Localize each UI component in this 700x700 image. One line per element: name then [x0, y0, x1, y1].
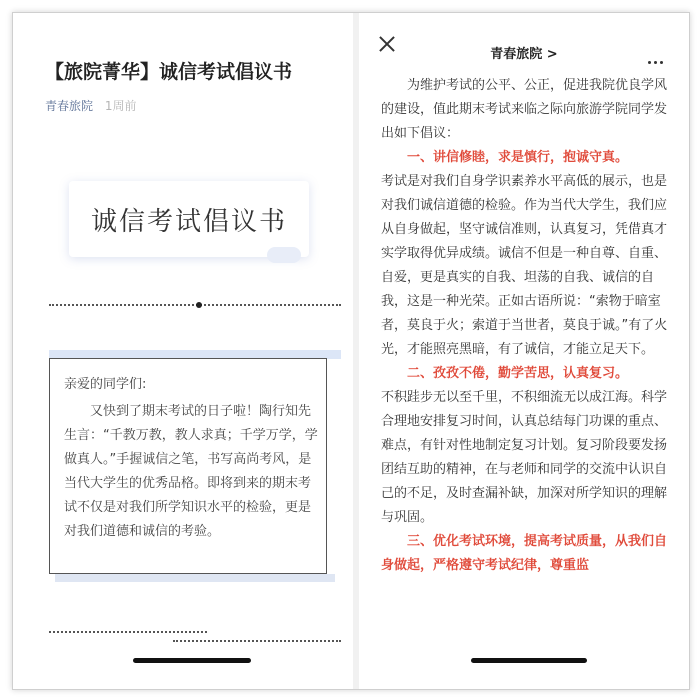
divider-dot-icon: [196, 302, 202, 308]
article-content: [381, 74, 677, 578]
section-heading-1: 一、讲信修睦，求是慎行，抱诚守真。: [407, 150, 629, 165]
section-heading-3: 三、优化考试环境，提高考试质量，从我们自身做起，严格遵守考试纪律，尊重监: [381, 534, 668, 573]
dotted-divider-bottom-1: [49, 631, 207, 633]
section-heading-2: 二、孜孜不倦，勤学苦思，认真复习。: [407, 366, 629, 381]
nav-bar: [359, 13, 689, 69]
dotted-divider: [49, 304, 341, 306]
right-phone-screen: [359, 13, 689, 689]
dotted-divider-bottom-2: [173, 640, 341, 642]
banner-card: [69, 181, 309, 257]
nav-title-account-link[interactable]: 青春旅院 >: [490, 47, 558, 62]
left-phone-screen: [13, 13, 353, 689]
article-title: 【旅院菁华】诚信考试倡议书: [45, 61, 293, 83]
account-name-link[interactable]: 青春旅院: [45, 99, 94, 113]
article-meta: [45, 97, 136, 114]
letter-greeting: 亲爱的同学们:: [64, 377, 147, 392]
intro-paragraph: 为维护考试的公平、公正，促进我院优良学风的建设，值此期末考试来临之际向旅游学院同学发出如下倡议：: [381, 78, 668, 141]
more-options-icon[interactable]: [645, 49, 663, 68]
home-indicator-right[interactable]: [471, 658, 587, 663]
section-paragraph-2: 不积跬步无以至千里，不积细流无以成江海。科学合理地安排复习时间，认真总结每门功课的重点、难点，有针对性地制定复习计划。复习阶段要发扬团结互助的精神，在与老师和同学的交流中认识自己的不足，及时查漏补缺，加深对所学知识的理解与巩固。: [381, 390, 668, 525]
home-indicator[interactable]: [133, 658, 251, 663]
banner-title: 诚信考试倡议书: [90, 206, 287, 237]
letter-bottom-accent: [55, 574, 335, 582]
screenshot-frame: [12, 12, 690, 690]
letter-box: [49, 358, 327, 574]
letter-body: 又快到了期末考试的日子啦！陶行知先生言：“千教万教，教人求真；千学万学，学做真人。”手握诚信之笔，书写高尚考风，是当代大学生的优秀品格。即将到来的期末考试不仅是对我们所学知识水平的检验，更是对我们道德和诚信的考验。: [64, 404, 318, 539]
publish-time: 1周前: [104, 99, 137, 113]
section-paragraph-1: 考试是对我们自身学识素养水平高低的展示，也是对我们诚信道德的检验。作为当代大学生，我们应从自身做起，坚守诚信准则，认真复习，凭借真才实学取得优异成绩。诚信不但是一种自尊、自重、自爱，更是真实的自我、坦荡的自我、诚信的自我，这是一种光荣。正如古语所说：“索物于暗室者，莫良于火；索道于当世者，莫良于诚。”有了火光，才能照亮黑暗，有了诚信，才能立足天下。: [381, 174, 668, 357]
cloud-decoration-icon: [267, 247, 301, 263]
